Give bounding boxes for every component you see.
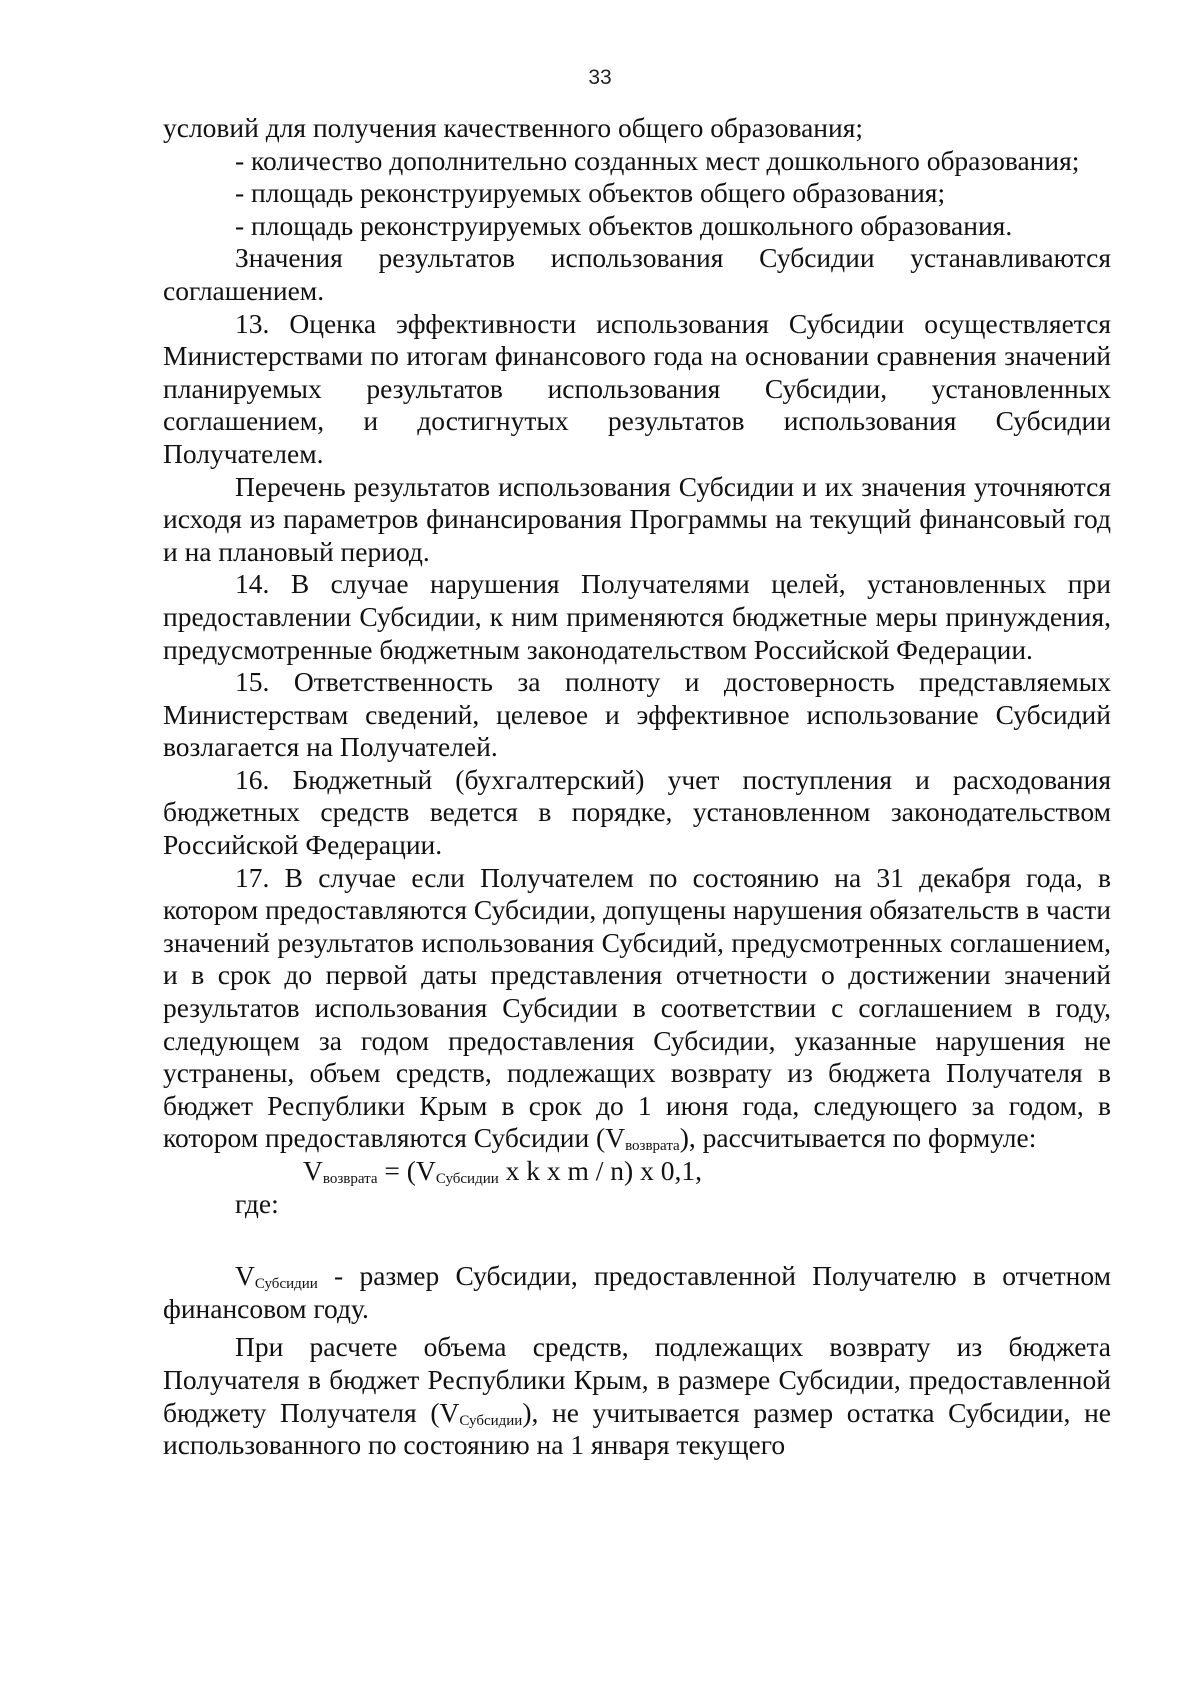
paragraph-17-tail: ), рассчитывается по формуле: (679, 1122, 1037, 1154)
subscript: возврата (625, 1138, 680, 1155)
paragraph-17-text: 17. В случае если Получателем по состоянию на 31 декабря года, в котором предоставляются Субсидии, допущены нарушения обязательств в части значений результатов использования Субсидий, предусмотренных соглашением, и в срок до первой даты представления отчетности о достижении значений результатов использования Субсидии в соответствии с соглашением в году, следующем за годом предоставления Субсидии, указанные нарушения не устранены, объем средств, подлежащих возврату из бюджета Получателя в бюджет Республики Крым в срок до 1 июня года, следующего за годом, в котором предоставляются Субсидии (V (163, 861, 1111, 1154)
paragraph: Перечень результатов использования Субсидии и их значения уточняются исходя из параметров финансирования Программы на текущий финансовый год и на плановый период. (163, 470, 1111, 567)
last-text: При расчете объема средств, подлежащих возврату из бюджета Получателя в бюджет Республики Крым, в размере Субсидии, предоставленной бюджету Получателя (V (163, 1331, 1111, 1428)
definition-v: V (235, 1260, 255, 1292)
paragraph-14: 14. В случае нарушения Получателями целей, установленных при предоставлении Субсидии, к ним применяются бюджетные меры принуждения, предусмотренные бюджетным законодательством Российской Федерации. (163, 568, 1111, 665)
last-subscript: Субсидии (459, 1412, 523, 1429)
list-item: - площадь реконструируемых объектов общего образования; (235, 177, 946, 209)
formula-subscript: возврата (322, 1171, 378, 1187)
formula (163, 1155, 1111, 1188)
formula-mid: = (V (377, 1155, 436, 1186)
paragraph: Значения результатов использования Субсидии устанавливаются соглашением. (163, 242, 1111, 306)
list-item: - количество дополнительно созданных мест дошкольного образования; (235, 144, 1080, 176)
document-body (163, 112, 1111, 1462)
page-number: 33 (588, 66, 612, 89)
paragraph-15: 15. Ответственность за полноту и достоверность представляемых Министерствам сведений, целевое и эффективное использование Субсидий возлагается на Получателей. (163, 666, 1111, 763)
formula-tail: x k x m / n) x 0,1, (498, 1155, 702, 1186)
definition (163, 1260, 1111, 1325)
where-label: где: (235, 1187, 279, 1219)
definition-text: - размер Субсидии, предоставленной Получателю в отчетном финансовом году. (163, 1260, 1111, 1324)
formula-v: V (303, 1155, 323, 1186)
last-tail: ), не учитывается размер остатка Субсидии, не использованного по состоянию на 1 января текущего (163, 1396, 1111, 1461)
paragraph-13: 13. Оценка эффективности использования Субсидии осуществляется Министерствами по итогам финансового года на основании сравнения значений планируемых результатов использования Субсидии, установленных соглашением, и достигнутых результатов использования Субсидии Получателем. (163, 307, 1111, 469)
definition-subscript: Субсидии (254, 1276, 318, 1293)
paragraph-16: 16. Бюджетный (бухгалтерский) учет поступления и расходования бюджетных средств ведется в порядке, установленном законодательством Российской Федерации. (163, 763, 1111, 861)
paragraph: условий для получения качественного общего образования; (163, 112, 864, 143)
list-item: - площадь реконструируемых объектов дошкольного образования. (235, 209, 1013, 241)
formula-subscript: Субсидии (435, 1171, 499, 1187)
paragraph-last (163, 1331, 1111, 1461)
paragraph-17 (163, 862, 1111, 1155)
